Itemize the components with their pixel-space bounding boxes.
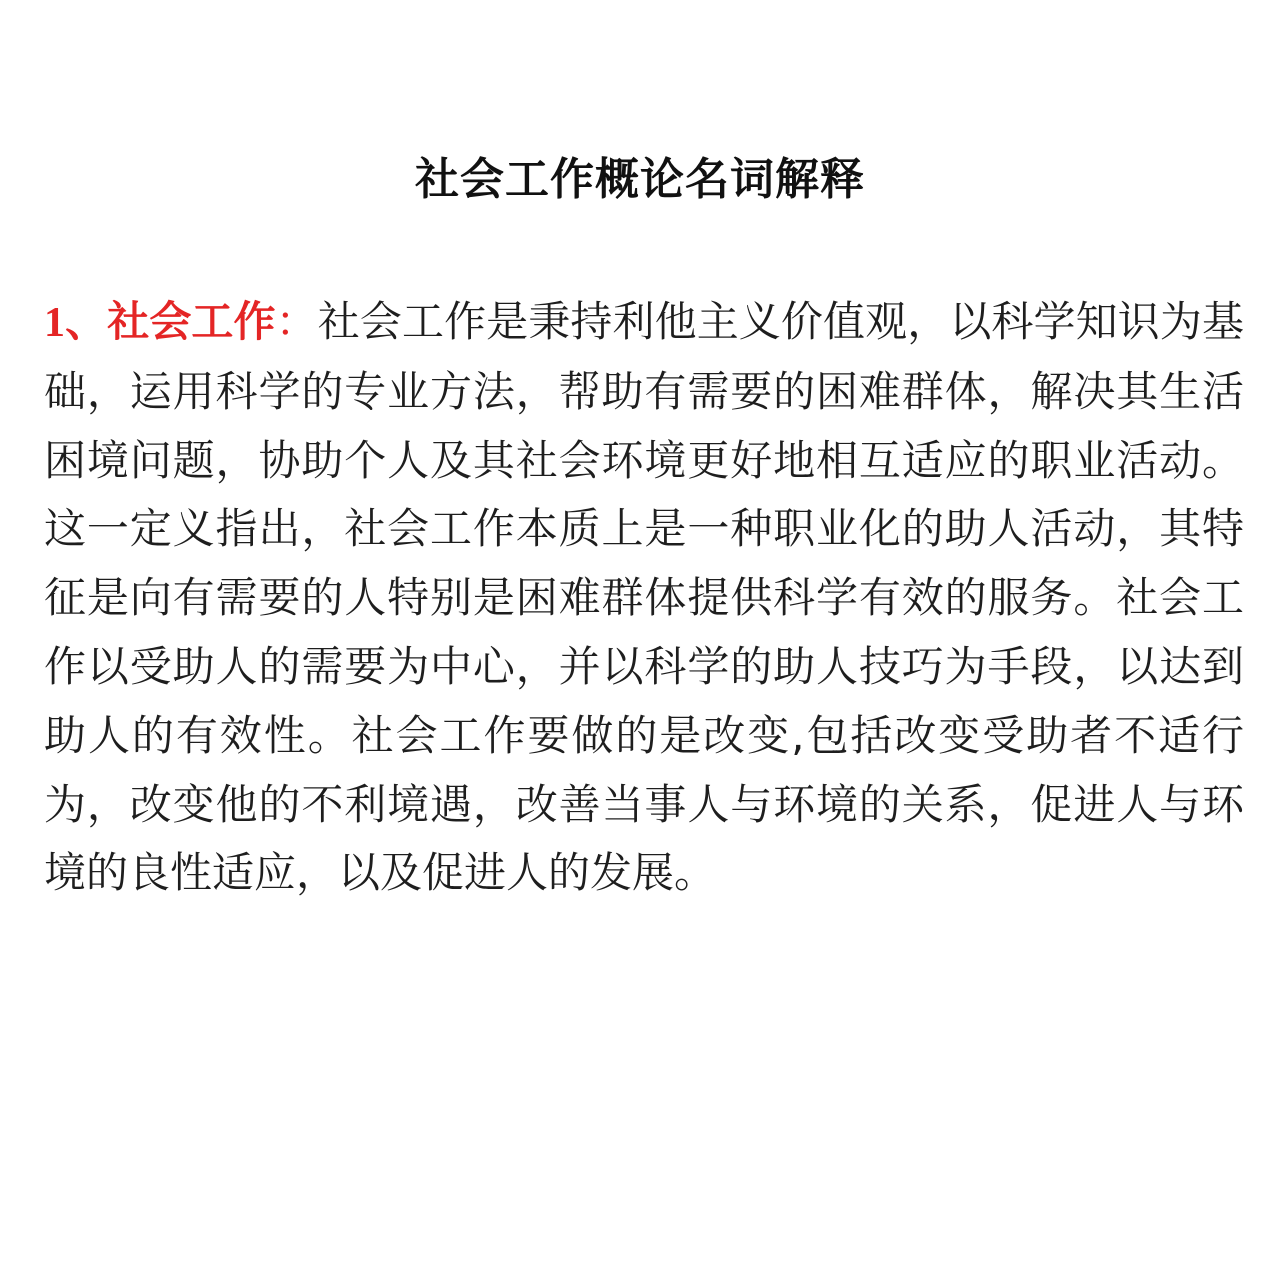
entry-number: 1、: [44, 300, 108, 346]
entry-definition: 社会工作是秉持利他主义价值观，以科学知识为基础，运用科学的专业方法，帮助有需要的困难群体，解决其生活困境问题，协助个人及其社会环境更好地相互适应的职业活动。这一定义指出，社会工作本质上是一种职业化的助人活动，其特征是向有需要的人特别是困难群体提供科学有效的服务。社会工作以受助人的需要为中心，并以科学的助人技巧为手段，以达到助人的有效性。社会工作要做的是改变,包括改变受助者不适行为，改变他的不利境遇，改善当事人与环境的关系，促进人与环境的良性适应，以及促进人的发展。: [44, 297, 1244, 898]
entry-term-label: [44, 297, 276, 346]
entry-separator: ：: [275, 297, 318, 346]
entry-term: 社会工作: [107, 297, 276, 346]
page-title: 社会工作概论名词解释: [415, 154, 865, 205]
glossary-entry: [44, 288, 1244, 908]
